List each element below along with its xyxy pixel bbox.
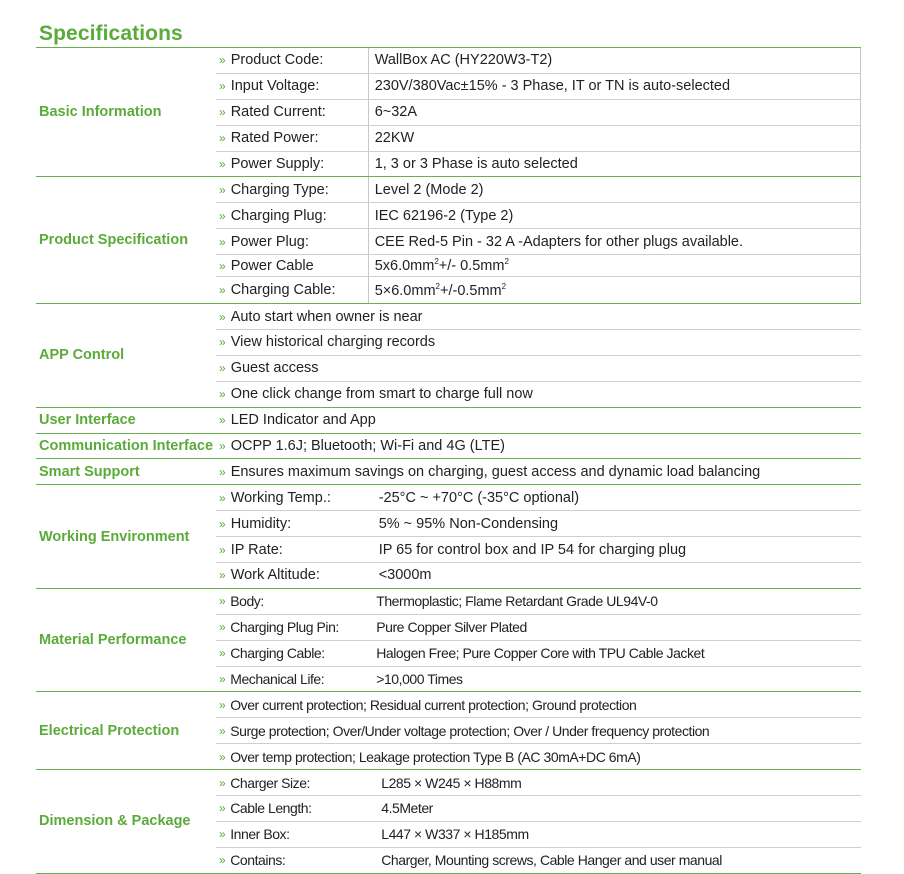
group-product-specification	[36, 176, 861, 303]
spec-row	[216, 228, 861, 254]
spec-row	[216, 276, 861, 303]
spec-value: OCPP 1.6J; Bluetooth; Wi-Fi and 4G (LTE)	[230, 438, 505, 455]
spec-item	[216, 355, 861, 381]
group-basic-information	[36, 47, 861, 176]
bullet-icon: »	[219, 157, 226, 171]
group-communication-interface	[36, 433, 861, 459]
spec-row	[216, 485, 861, 510]
spec-value: >10,000 Times	[376, 671, 463, 688]
bullet-icon: »	[219, 516, 226, 531]
bullet-icon: »	[219, 131, 226, 146]
superscript: 2	[435, 281, 440, 291]
bullet-icon: »	[219, 234, 226, 249]
spec-value: Guest access	[230, 360, 319, 377]
spec-value: CEE Red-5 Pin - 32 A -Adapters for other plugs available.	[374, 233, 744, 250]
spec-value	[369, 257, 509, 274]
bullet-icon: »	[219, 490, 226, 505]
spec-item	[216, 459, 861, 484]
spec-value: Level 2 (Mode 2)	[374, 181, 484, 198]
spec-label: Power Cable	[231, 255, 369, 276]
spec-label: Power Supply:	[231, 152, 369, 177]
bullet-icon: »	[219, 853, 226, 868]
group-dimension-package	[36, 769, 861, 874]
superscript: 2	[501, 281, 507, 291]
bullet-icon: »	[219, 723, 226, 738]
spec-label: Product Code:	[231, 48, 369, 73]
spec-value: 5% ~ 95% Non-Condensing	[378, 515, 559, 532]
spec-label: Charging Plug:	[231, 203, 369, 228]
bullet-icon: »	[219, 464, 226, 479]
group-working-environment	[36, 484, 861, 588]
spec-label: Charging Type:	[231, 177, 369, 202]
spec-item	[216, 408, 861, 433]
spec-label: Charging Cable:	[231, 277, 369, 303]
bullet-icon: »	[219, 182, 226, 197]
category-label: APP Control	[39, 347, 125, 364]
group-material-performance	[36, 588, 861, 692]
category-label: Electrical Protection	[39, 722, 180, 739]
group-app-control	[36, 303, 861, 407]
spec-label: Charging Cable:	[230, 645, 325, 662]
bullet-icon: »	[219, 53, 226, 68]
spec-value: Charger, Mounting screws, Cable Hanger and user manual	[381, 852, 722, 869]
bullet-icon: »	[219, 283, 226, 298]
spec-label: Body:	[230, 593, 264, 610]
spec-value: -25°C ~ +70°C (-35°C optional)	[378, 489, 580, 506]
bullet-icon: »	[219, 672, 226, 687]
spec-value: IEC 62196-2 (Type 2)	[374, 207, 514, 224]
spec-row	[216, 125, 861, 151]
value-text: 5×6.0mm	[374, 282, 436, 299]
superscript: 2	[434, 257, 439, 267]
spec-item	[216, 304, 861, 329]
value-text: 5x6.0mm	[374, 258, 435, 275]
spec-row	[216, 510, 861, 536]
bullet-icon: »	[219, 208, 226, 223]
specifications-table	[36, 47, 861, 874]
spec-value: Auto start when owner is near	[230, 308, 423, 325]
spec-item	[216, 434, 861, 459]
spec-label: Mechanical Life:	[230, 671, 325, 688]
bullet-icon: »	[219, 413, 226, 428]
category-label: Working Environment	[39, 528, 190, 545]
category-label: Communication Interface	[39, 438, 214, 455]
spec-value: Over current protection; Residual current protection; Ground protection	[230, 696, 637, 713]
spec-row	[216, 536, 861, 562]
bullet-icon: »	[219, 361, 226, 376]
spec-value: 6~32A	[374, 104, 418, 121]
spec-value: Halogen Free; Pure Copper Core with TPU Cable Jacket	[376, 645, 705, 662]
spec-label: Contains:	[230, 852, 286, 869]
bullet-icon: »	[219, 542, 226, 557]
spec-row	[216, 177, 861, 202]
spec-value: Pure Copper Silver Plated	[376, 619, 527, 636]
category-label: Product Specification	[39, 232, 189, 249]
bullet-icon: »	[219, 335, 226, 350]
bullet-icon: »	[219, 594, 226, 609]
spec-value: View historical charging records	[230, 334, 436, 351]
group-electrical-protection	[36, 691, 861, 769]
bullet-icon: »	[219, 309, 226, 324]
bullet-icon: »	[219, 387, 226, 402]
spec-value	[369, 282, 506, 299]
spec-item	[216, 717, 861, 743]
spec-row	[216, 770, 861, 795]
spec-row	[216, 254, 861, 276]
spec-value: 1, 3 or 3 Phase is auto selected	[374, 156, 578, 172]
spec-row	[216, 99, 861, 125]
spec-item	[216, 692, 861, 717]
category-label: Dimension & Package	[39, 813, 191, 830]
spec-label: Work Altitude:	[230, 567, 320, 584]
spec-value: 230V/380Vac±15% - 3 Phase, IT or TN is auto-selected	[374, 78, 731, 95]
spec-label: Charging Plug Pin:	[230, 619, 339, 636]
spec-row	[216, 202, 861, 228]
value-text: +/-0.5mm	[440, 282, 502, 299]
bullet-icon: »	[219, 620, 226, 635]
spec-row	[216, 151, 861, 177]
spec-label: Rated Power:	[231, 126, 369, 151]
bullet-icon: »	[219, 105, 226, 120]
spec-value: One click change from smart to charge full now	[230, 386, 533, 403]
spec-item	[216, 743, 861, 769]
page-title: Specifications	[39, 22, 183, 45]
bullet-icon: »	[219, 646, 226, 661]
spec-value: 22KW	[374, 130, 415, 147]
bullet-icon: »	[219, 79, 226, 94]
spec-label: Inner Box:	[230, 826, 290, 843]
spec-item	[216, 381, 861, 407]
spec-value: L285 × W245 × H88mm	[381, 774, 522, 791]
spec-label: Humidity:	[230, 515, 292, 532]
bullet-icon: »	[219, 258, 226, 273]
bullet-icon: »	[219, 697, 226, 712]
spec-value: <3000m	[378, 567, 432, 584]
spec-value: Thermoplastic; Flame Retardant Grade UL94V-0	[376, 593, 658, 610]
spec-label: Power Plug:	[231, 229, 369, 254]
superscript: 2	[504, 257, 509, 267]
spec-value: IP 65 for control box and IP 54 for charging plug	[378, 541, 687, 558]
spec-row	[216, 821, 861, 847]
spec-label: Charger Size:	[230, 774, 310, 791]
spec-value: Surge protection; Over/Under voltage protection; Over / Under frequency protection	[230, 722, 710, 739]
bullet-icon: »	[219, 749, 226, 764]
spec-row	[216, 48, 861, 73]
group-smart-support	[36, 458, 861, 484]
category-label: Basic Information	[39, 104, 162, 121]
spec-value: Ensures maximum savings on charging, guest access and dynamic load balancing	[230, 463, 761, 480]
category-label: User Interface	[39, 412, 136, 429]
spec-value: L447 × W337 × H185mm	[381, 826, 529, 843]
spec-row	[216, 73, 861, 99]
spec-label: Rated Current:	[231, 100, 369, 125]
spec-label: Input Voltage:	[231, 74, 369, 99]
spec-row	[216, 589, 861, 614]
spec-row	[216, 666, 861, 692]
spec-row	[216, 562, 861, 588]
bullet-icon: »	[219, 801, 226, 816]
spec-row	[216, 795, 861, 821]
bullet-icon: »	[219, 775, 226, 790]
bullet-icon: »	[219, 568, 226, 583]
bullet-icon: »	[219, 827, 226, 842]
spec-row	[216, 640, 861, 666]
spec-value: Over temp protection; Leakage protection Type B (AC 30mA+DC 6mA)	[230, 748, 641, 765]
group-user-interface	[36, 407, 861, 433]
spec-row	[216, 614, 861, 640]
spec-value: LED Indicator and App	[230, 412, 376, 429]
spec-value: 4.5Meter	[381, 800, 433, 817]
spec-label: Cable Length:	[230, 800, 312, 817]
category-label: Smart Support	[39, 463, 140, 480]
spec-label: Working Temp.:	[230, 489, 331, 506]
bullet-icon: »	[219, 439, 226, 454]
spec-row	[216, 847, 861, 873]
value-text: +/- 0.5mm	[438, 258, 505, 275]
spec-item	[216, 329, 861, 355]
spec-label: IP Rate:	[230, 541, 283, 558]
spec-value: WallBox AC (HY220W3-T2)	[374, 52, 553, 69]
category-label: Material Performance	[39, 632, 187, 649]
